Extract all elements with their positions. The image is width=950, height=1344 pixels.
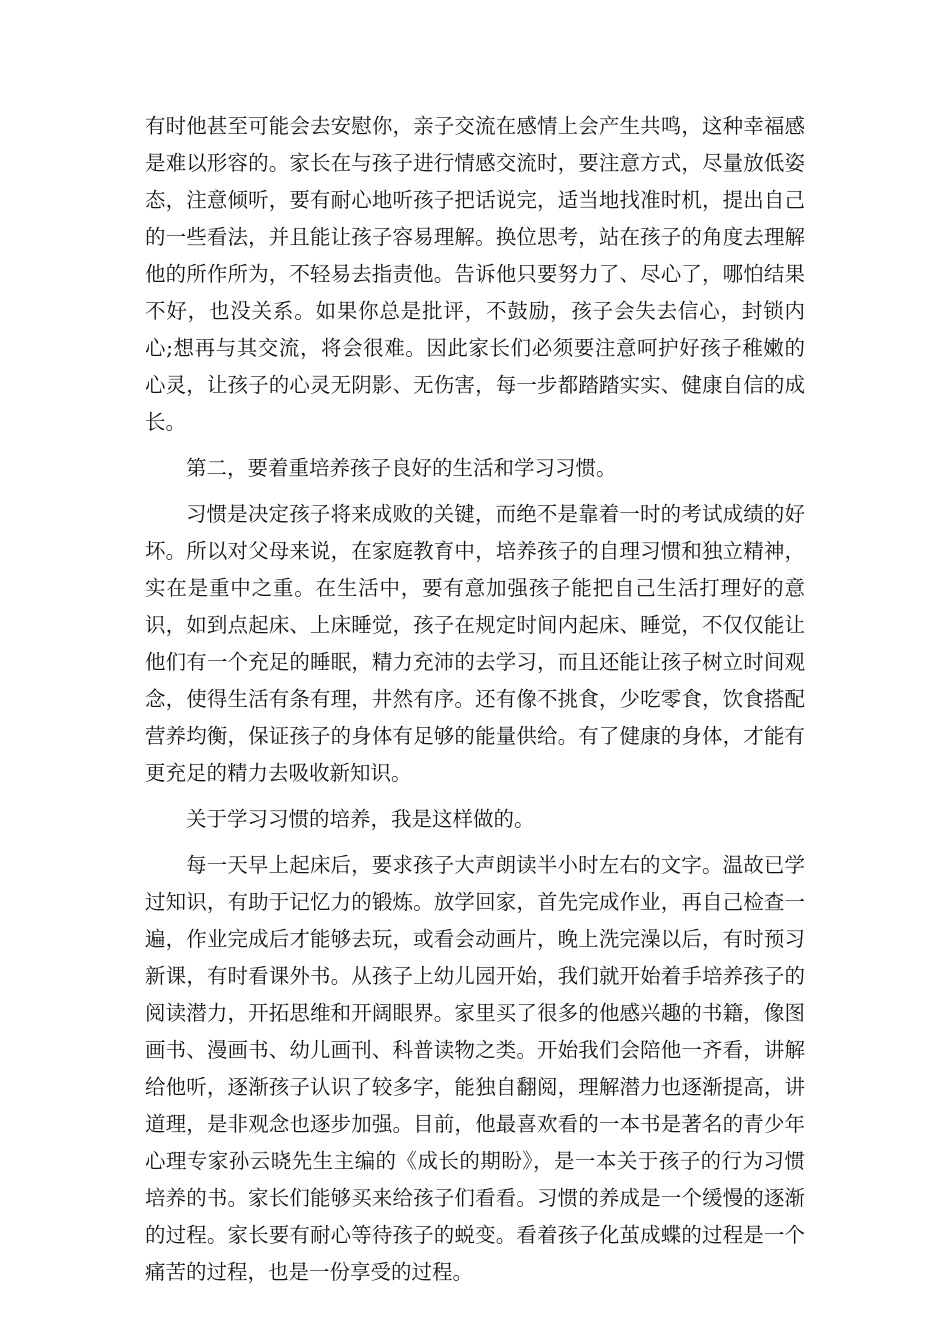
document-page xyxy=(145,108,805,1300)
paragraph-heading-second: 第二，要着重培养孩子良好的生活和学习习惯。 xyxy=(186,456,617,480)
paragraph-continuation: 有时他甚至可能会去安慰你，亲子交流在感情上会产生共鸣，这种幸福感是难以形容的。家长在与孩子进行情感交流时，要注意方式，尽量放低姿态，注意倾听，要有耐心地听孩子把话说完，适当地找准时机，提出自己的一些看法，并且能让孩子容易理解。换位思考，站在孩子的角度去理解他的所作所为，不轻易去指责他。告诉他只要努力了、尽心了，哪怕结果不好，也没关系。如果你总是批评，不鼓励，孩子会失去信心，封锁内心;想再与其交流，将会很难。因此家长们必须要注意呵护好孩子稚嫩的心灵，让孩子的心灵无阴影、无伤害，每一步都踏踏实实、健康自信的成长。 xyxy=(145,114,805,434)
paragraph-daily-routine: 每一天早上起床后，要求孩子大声朗读半小时左右的文字。温故已学过知识，有助于记忆力的锻炼。放学回家，首先完成作业，再自己检查一遍，作业完成后才能够去玩，或看会动画片，晚上洗完澡以后，有时预习新课，有时看课外书。从孩子上幼儿园开始，我们就开始着手培养孩子的阅读潜力，开拓思维和开阔眼界。家里买了很多的他感兴趣的书籍，像图画书、漫画书、幼儿画刊、科普读物之类。开始我们会陪他一齐看，讲解给他听，逐渐孩子认识了较多字，能独自翻阅，理解潜力也逐渐提高，讲道理，是非观念也逐步加强。目前，他最喜欢看的一本书是著名的青少年心理专家孙云晓先生主编的《成长的期盼》，是一本关于孩子的行为习惯培养的书。家长们能够买来给孩子们看看。习惯的养成是一个缓慢的逐渐的过程。家长要有耐心等待孩子的蜕变。看着孩子化茧成蝶的过程是一个痛苦的过程，也是一份享受的过程。 xyxy=(145,853,805,1284)
paragraph-habits: 习惯是决定孩子将来成败的关键，而绝不是靠着一时的考试成绩的好坏。所以对父母来说，在家庭教育中，培养孩子的自理习惯和独立精神，实在是重中之重。在生活中，要有意加强孩子能把自己生活打理好的意识，如到点起床、上床睡觉，孩子在规定时间内起床、睡觉，不仅仅能让他们有一个充足的睡眠，精力充沛的去学习，而且还能让孩子树立时间观念，使得生活有条有理，井然有序。还有像不挑食，少吃零食，饮食搭配营养均衡，保证孩子的身体有足够的能量供给。有了健康的身体，才能有更充足的精力去吸收新知识。 xyxy=(145,502,805,785)
paragraph-study-habits-intro: 关于学习习惯的培养，我是这样做的。 xyxy=(186,807,535,831)
